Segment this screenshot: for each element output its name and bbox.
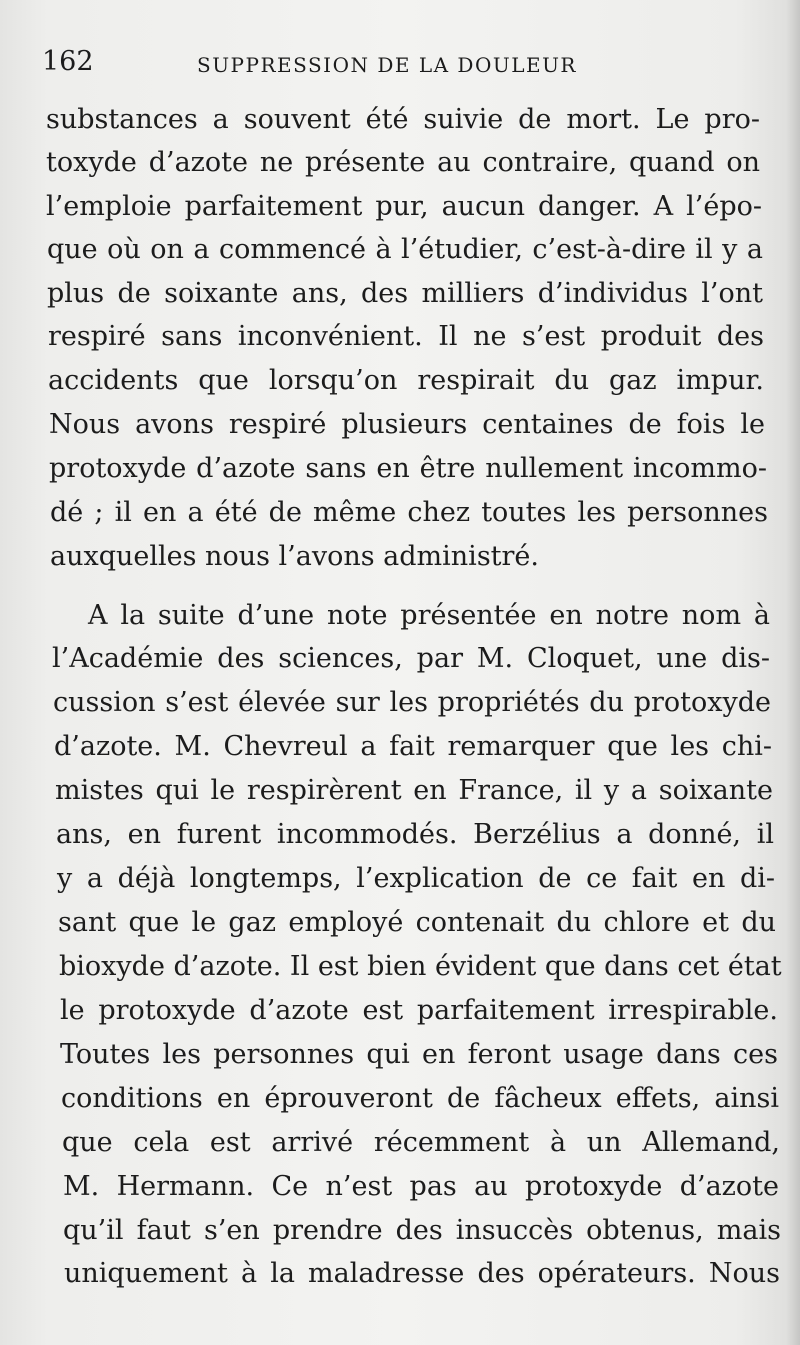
text-line: plus de soixante ans, des milliers d’individus l’ont xyxy=(47,278,763,309)
text-line: A la suite d’une note présentée en notre nom à xyxy=(88,600,770,631)
text-line: ans, en furent incommodés. Berzélius a donné, il xyxy=(56,819,774,850)
text-line: bioxyde d’azote. Il est bien évident que dans cet état xyxy=(59,951,782,982)
text-line: d’azote. M. Chevreul a fait remarquer que les chi- xyxy=(54,731,772,762)
text-line: l’Académie des sciences, par M. Cloquet, une dis- xyxy=(52,643,770,674)
text-line: le protoxyde d’azote est parfaitement irrespirable. xyxy=(60,995,778,1026)
text-line: l’emploie parfaitement pur, aucun danger. A l’épo- xyxy=(46,191,762,222)
text-line: respiré sans inconvénient. Il ne s’est produit des xyxy=(48,321,764,352)
page-edge-shadow xyxy=(786,0,800,1345)
text-line: Nous avons respiré plusieurs centaines de fois le xyxy=(49,409,765,440)
text-line: qu’il faut s’en prendre des insuccès obtenus, mais xyxy=(63,1215,781,1246)
text-line: cussion s’est élevée sur les propriétés du protoxyde xyxy=(53,687,771,718)
running-head: SUPPRESSION DE LA DOULEUR xyxy=(197,53,577,77)
text-line: mistes qui le respirèrent en France, il y a soixante xyxy=(55,775,773,806)
page-header xyxy=(42,46,782,86)
text-line: que où on a commencé à l’étudier, c’est-à-dire il y a xyxy=(47,234,763,265)
text-line: toxyde d’azote ne présente au contraire, quand on xyxy=(46,147,760,178)
text-line: substances a souvent été suivie de mort. Le pro- xyxy=(46,104,760,135)
text-line: dé ; il en a été de même chez toutes les personnes xyxy=(50,497,768,528)
text-line: uniquement à la maladresse des opérateurs. Nous xyxy=(64,1258,780,1289)
text-line: auxquelles nous l’avons administré. xyxy=(50,541,539,572)
text-line: sant que le gaz employé contenait du chlore et du xyxy=(58,907,776,938)
text-line: y a déjà longtemps, l’explication de ce fait en di- xyxy=(57,863,775,894)
page-number: 162 xyxy=(42,46,94,77)
text-line: conditions en éprouveront de fâcheux effets, ainsi xyxy=(61,1083,779,1114)
text-line: que cela est arrivé récemment à un Allemand, xyxy=(62,1127,780,1158)
text-line: Toutes les personnes qui en feront usage dans ces xyxy=(60,1039,778,1070)
text-line: M. Hermann. Ce n’est pas au protoxyde d’azote xyxy=(63,1171,779,1202)
text-line: protoxyde d’azote sans en être nullement incommo- xyxy=(49,453,767,484)
text-line: accidents que lorsqu’on respirait du gaz impur. xyxy=(48,365,764,396)
